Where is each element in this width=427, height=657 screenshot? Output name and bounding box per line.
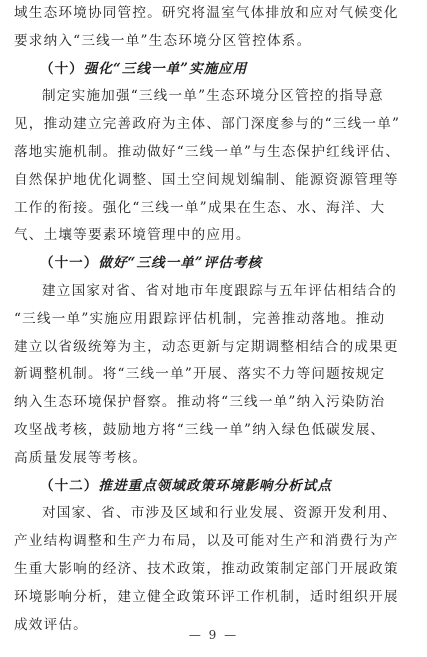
section-heading bbox=[14, 473, 412, 501]
section-heading bbox=[14, 56, 412, 84]
body-text-line: 要求纳入“三线一单”生态环境分区管控体系。 bbox=[14, 32, 312, 49]
section-heading bbox=[14, 250, 412, 278]
body-text-line: 见，推动建立完善政府为主体、部门深度参与的“三线一单” bbox=[14, 116, 401, 133]
body-text-line: 气、土壤等要素环境管理中的应用。 bbox=[14, 227, 251, 244]
body-text-line: “三线一单”实施应用跟踪评估机制，完善推动落地。推动 bbox=[14, 310, 386, 327]
body-text-line: 环境影响分析，建立健全政策环评工作机制，适时组织开展 bbox=[14, 588, 399, 605]
page-number: — 9 — bbox=[188, 628, 239, 642]
body-text-line: 建立国家对省、省对地市年度跟踪与五年评估相结合的 bbox=[42, 282, 398, 299]
body-text-line: 工作的衔接。强化“三线一单”成果在生态、水、海洋、大 bbox=[14, 199, 386, 216]
body-text-line: 域生态环境协同管控。研究将温室气体排放和应对气候变化 bbox=[14, 5, 399, 21]
document-page bbox=[14, 0, 412, 639]
body-text-line: 成效评估。 bbox=[14, 616, 88, 633]
section-title: 强化“三线一单”实施应用 bbox=[83, 60, 248, 77]
section-title: 推进重点领域政策环境影响分析试点 bbox=[98, 477, 332, 494]
body-text-line: 落地实施机制。推动做好“三线一单”与生态保护红线评估、 bbox=[14, 143, 401, 160]
body-text-line: 制定实施加强“三线一单”生态环境分区管控的指导意 bbox=[42, 88, 384, 105]
body-text-line: 攻坚战考核，鼓励地方将“三线一单”纳入绿色低碳发展、 bbox=[14, 421, 386, 438]
body-text-line: 高质量发展等考核。 bbox=[14, 449, 148, 466]
body-text-line: 生重大影响的经济、技术政策，推动政策制定部门开展政策 bbox=[14, 560, 399, 577]
body-text-line: 新调整机制。将“三线一单”开展、落实不力等问题按规定 bbox=[14, 366, 386, 383]
section-number: （十二） bbox=[40, 477, 99, 494]
body-text-line: 自然保护地优化调整、国土空间规划编制、能源资源管理等 bbox=[14, 171, 399, 188]
body-text-line: 纳入生态环境保护督察。推动将“三线一单”纳入污染防治 bbox=[14, 394, 386, 411]
section-number: （十） bbox=[40, 60, 84, 77]
section-title: 做好“三线一单”评估考核 bbox=[98, 255, 262, 272]
body-text-line: 对国家、省、市涉及区域和行业发展、资源开发利用、 bbox=[42, 505, 398, 522]
body-text-line: 建立以省级统筹为主，动态更新与定期调整相结合的成果更 bbox=[14, 338, 399, 355]
section-number: （十一） bbox=[40, 255, 99, 272]
body-text-line: 产业结构调整和生产力布局，以及可能对生产和消费行为产 bbox=[14, 533, 399, 550]
